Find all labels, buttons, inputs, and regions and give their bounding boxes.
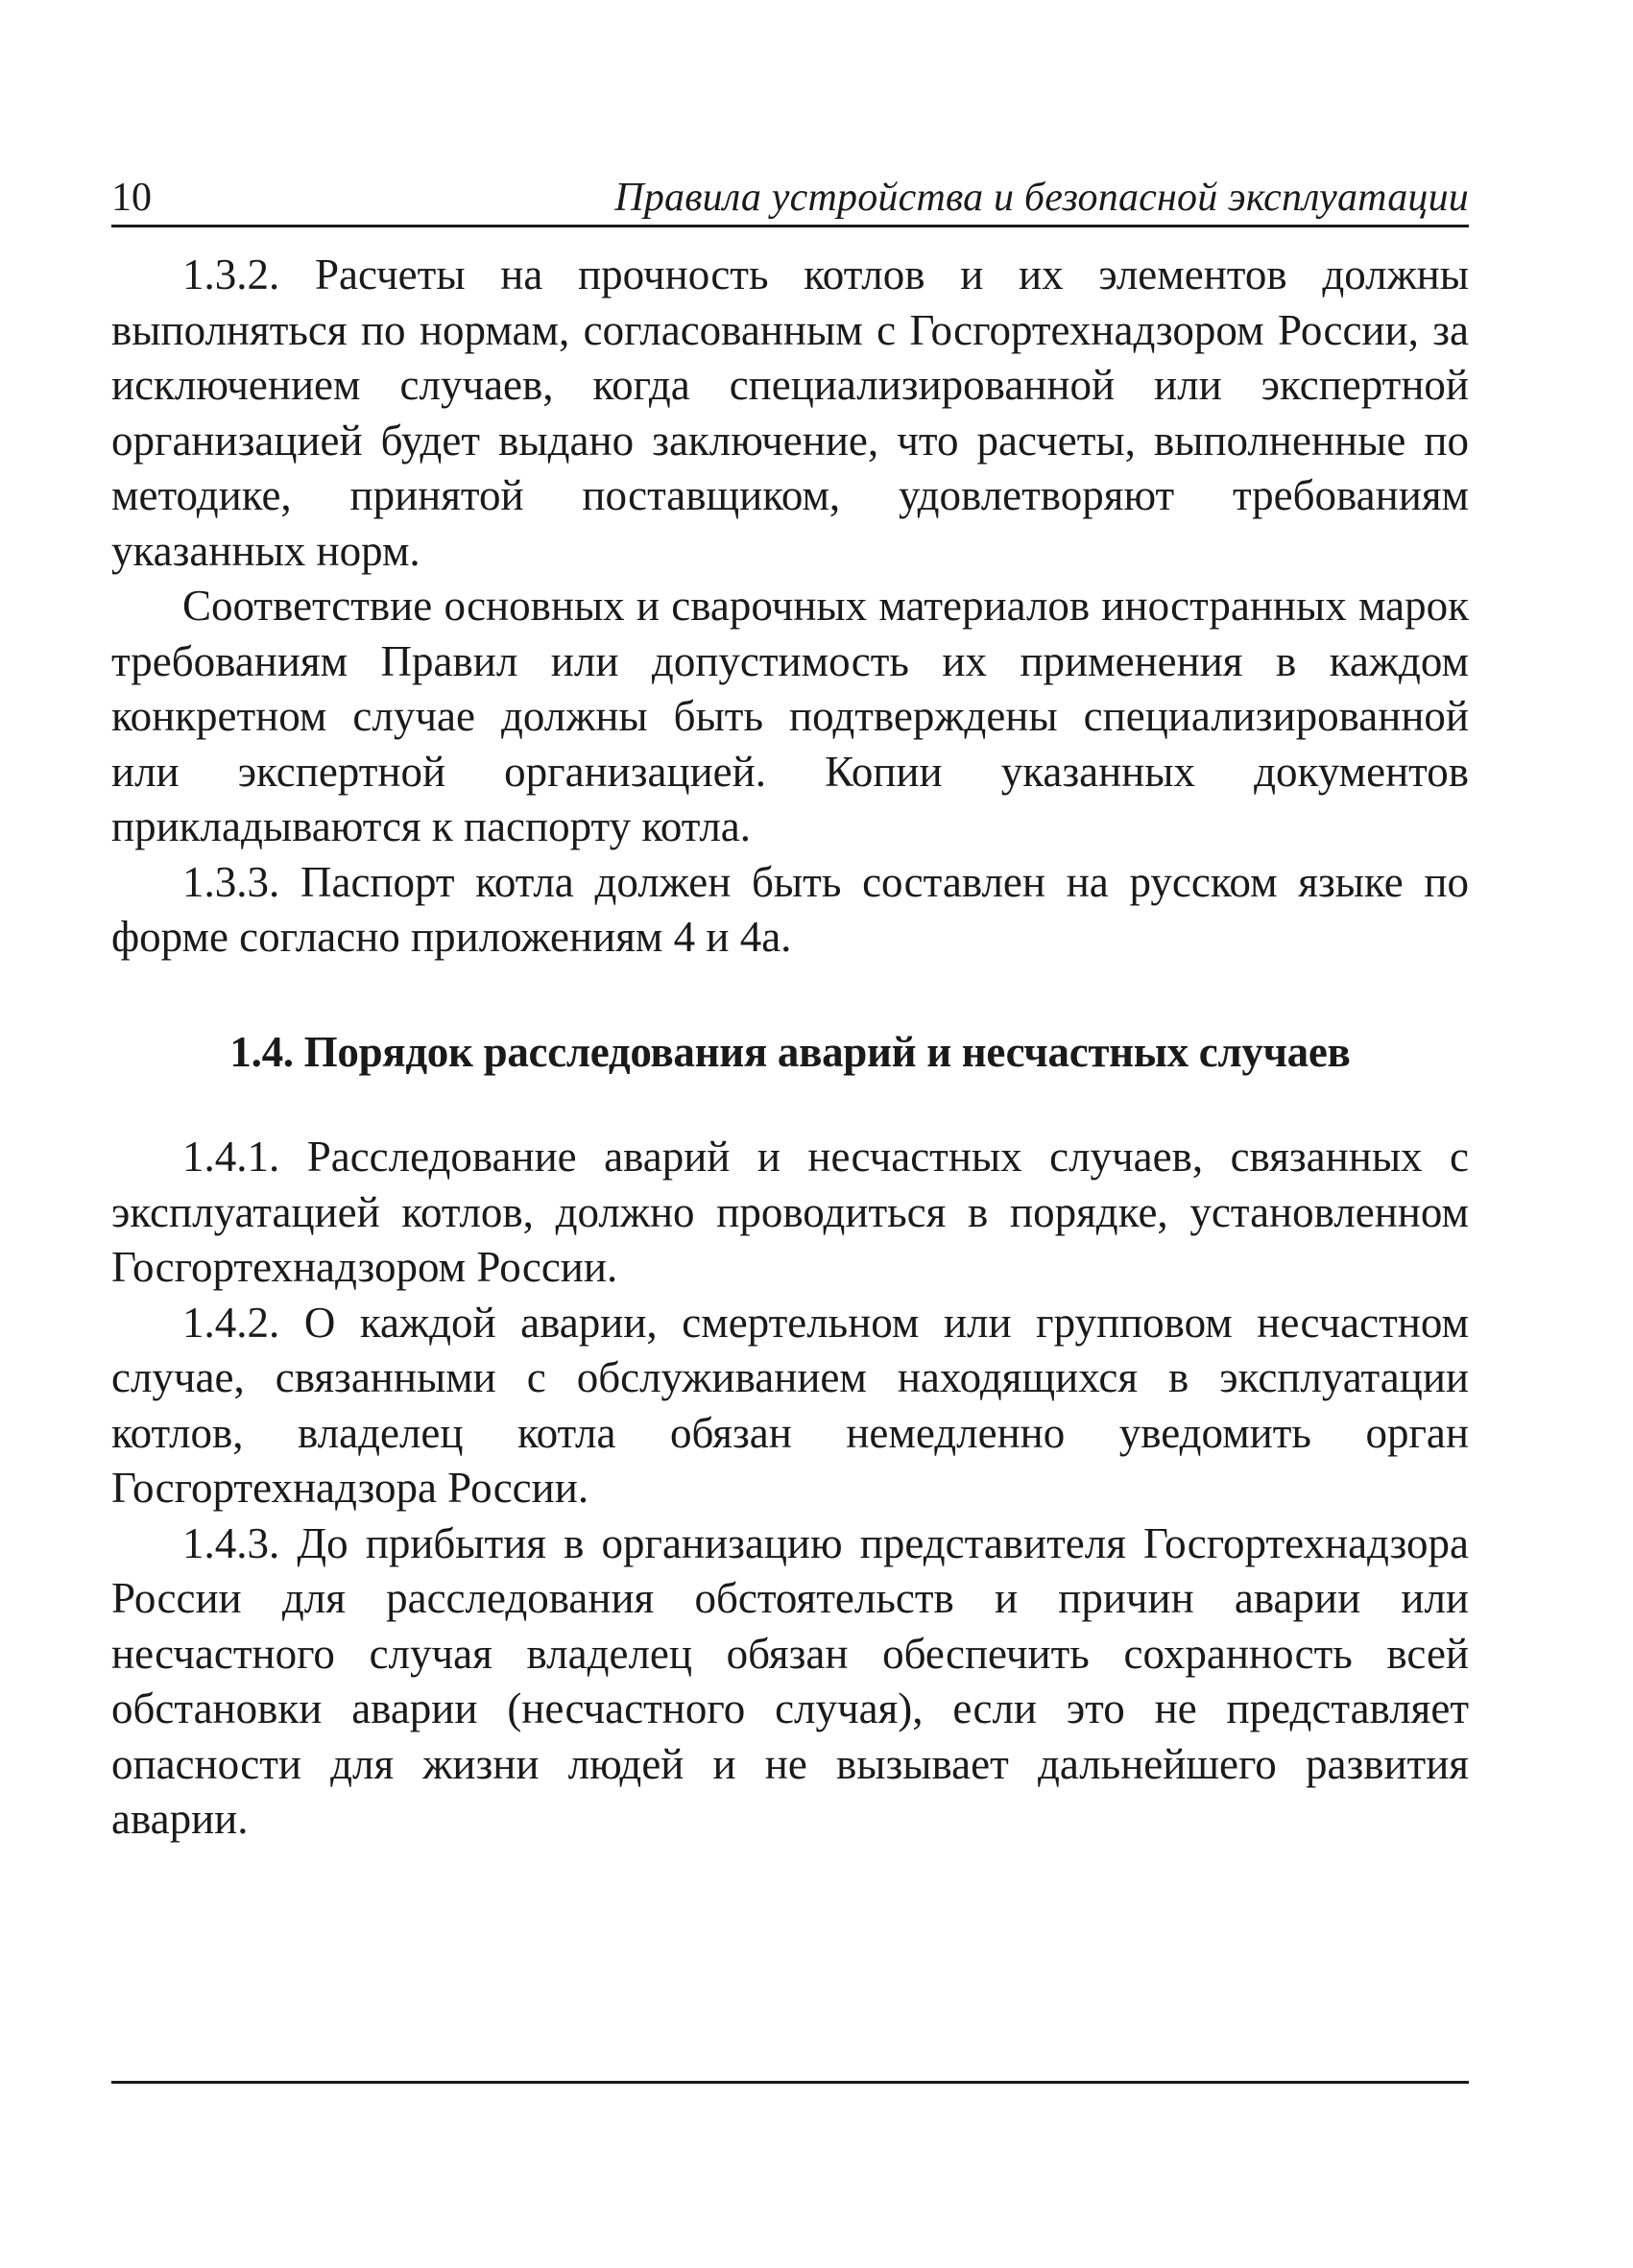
running-title: Правила устройства и безопасной эксплуатации [614,176,1469,220]
paragraph-1-4-2: 1.4.2. О каждой аварии, смертельном или групповом несчастном случае, связанными с обслуживанием находящихся в эксплуатации котлов, владелец котла обязан немедленно уведомить орган Госгортехнадзора России. [111,1298,1469,1512]
paragraph-materials: Соответствие основных и сварочных материалов иностранных марок требованиям Правил или допустимость их применения в каждом конкретном случае должны быть подтверждены специализированной или экспертной организацией. Копии указанных документов прикладываются к паспорту котла. [111,582,1469,850]
footer-rule [111,2081,1469,2084]
body-text [111,248,1469,1848]
paragraph-1-3-3: 1.3.3. Паспорт котла должен быть составлен на русском языке по форме согласно приложениям 4 и 4а. [111,857,1469,961]
section-heading-1-4: 1.4. Порядок расследования аварий и несчастных случаев [229,1027,1351,1076]
page-number: 10 [111,176,152,220]
paragraph-1-4-1: 1.4.1. Расследование аварий и несчастных случаев, связанных с эксплуатацией котлов, должно проводиться в порядке, установленном Госгортехнадзором России. [111,1133,1469,1291]
running-header [111,171,1469,227]
paragraph-1-4-3: 1.4.3. До прибытия в организацию представителя Госгортехнадзора России для расследования обстоятельств и причин аварии или несчастного случая владелец обязан обеспечить сохранность всей обстановки аварии (несчастного случая), если это не представляет опасности для жизни людей и не вызывает дальнейшего развития аварии. [111,1518,1469,1843]
paragraph-1-3-2: 1.3.2. Расчеты на прочность котлов и их элементов должны выполняться по нормам, согласованным с Госгортехнадзором России, за исключением случаев, когда специализированной или экспертной организацией будет выдано заключение, что расчеты, выполненные по методике, принятой поставщиком, удовлетворяют требованиям указанных норм. [111,251,1469,575]
